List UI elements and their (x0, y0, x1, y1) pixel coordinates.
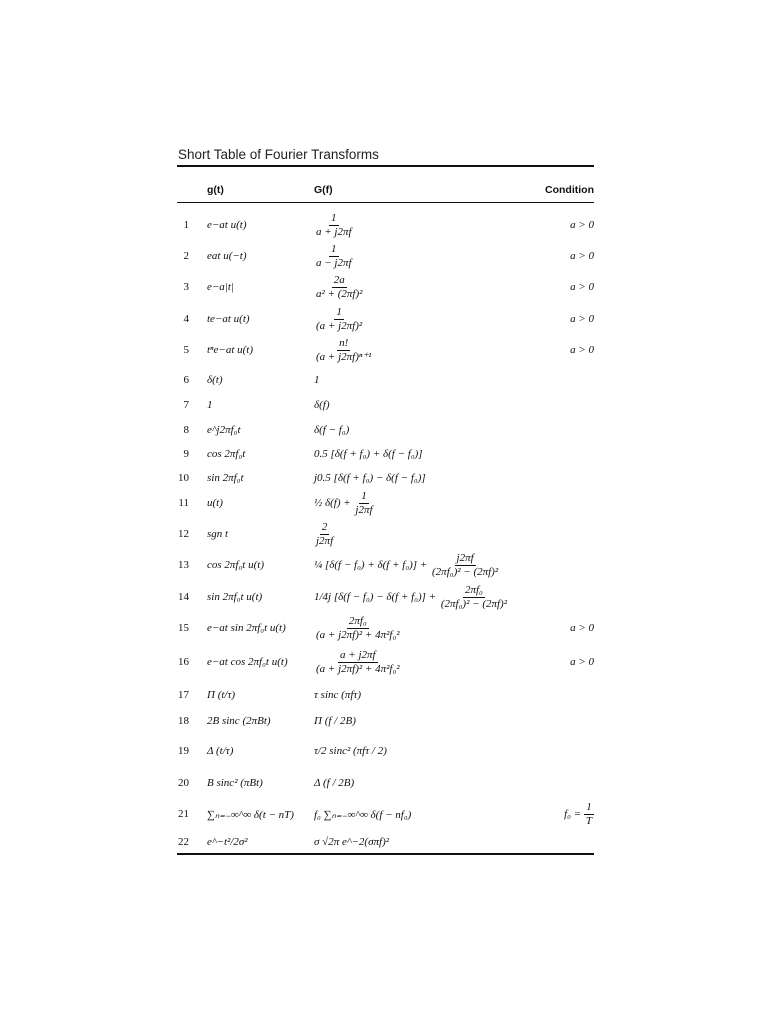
condition-fraction (584, 801, 594, 828)
time-function: te−at u(t) (207, 313, 250, 325)
row-number: 1 (183, 219, 189, 231)
transform-fraction (314, 521, 335, 548)
row-number: 21 (178, 808, 189, 820)
row-number: 20 (178, 777, 189, 789)
row-number: 2 (183, 250, 189, 262)
row-number: 19 (178, 745, 189, 757)
transform-expression (314, 243, 354, 270)
transform-prefix: ½ δ(f) + (314, 497, 354, 510)
transform-denominator: (a + j2πf)² + 4π²f₀² (316, 663, 400, 675)
transform-expression (314, 521, 335, 548)
condition: a > 0 (570, 656, 594, 668)
condition-denominator: T (585, 815, 592, 827)
transform-denominator: j2πf (316, 535, 334, 547)
row-number: 15 (178, 622, 189, 634)
transform-expression: f₀ ∑ₙ₌₋∞^∞ δ(f − nf₀) (314, 809, 412, 821)
time-function: e−at u(t) (207, 219, 247, 231)
transform-numerator: 2 (321, 521, 328, 533)
transform-fraction (314, 649, 402, 676)
transform-numerator: 1 (336, 306, 342, 318)
condition: a > 0 (570, 622, 594, 634)
header-G: G(f) (314, 184, 333, 196)
transform-fraction (314, 337, 373, 364)
transform-numerator: 1 (331, 212, 337, 224)
condition: a > 0 (570, 344, 594, 356)
row-number: 11 (178, 497, 189, 509)
top-rule (177, 165, 594, 167)
row-number: 8 (183, 424, 189, 436)
table-title: Short Table of Fourier Transforms (178, 147, 379, 162)
time-function: e^−t²/2σ² (207, 836, 248, 848)
transform-expression: τ/2 sinc² (πfτ / 2) (314, 745, 387, 757)
transform-denominator: j2πf (355, 504, 373, 516)
transform-expression: Δ (f / 2B) (314, 777, 355, 789)
transform-denominator: a − j2πf (316, 257, 352, 269)
condition-numerator: 1 (586, 801, 592, 813)
time-function: e^j2πf₀t (207, 424, 241, 436)
transform-expression (314, 212, 354, 239)
transform-expression (314, 615, 402, 642)
condition-prefix: f₀ = (564, 808, 584, 821)
time-function: Π (t/τ) (207, 689, 236, 701)
row-number: 12 (178, 528, 189, 540)
transform-denominator: (2πf₀)² − (2πf)² (432, 566, 499, 578)
transform-expression (314, 552, 500, 579)
transform-denominator: a + j2πf (316, 226, 352, 238)
row-number: 10 (178, 472, 189, 484)
row-number: 6 (183, 374, 189, 386)
transform-fraction (353, 490, 374, 517)
condition (564, 801, 594, 828)
transform-numerator: 1 (331, 243, 337, 255)
time-function: e−at sin 2πf₀t u(t) (207, 622, 286, 634)
transform-numerator: 2a (333, 274, 345, 286)
header-condition: Condition (545, 184, 594, 196)
row-number: 17 (178, 689, 189, 701)
transform-expression: τ sinc (πfτ) (314, 689, 361, 701)
row-number: 7 (183, 399, 189, 411)
row-number: 13 (178, 559, 189, 571)
condition: a > 0 (570, 250, 594, 262)
transform-denominator: a² + (2πf)² (316, 288, 363, 300)
transform-expression (314, 274, 364, 301)
condition: a > 0 (570, 219, 594, 231)
transform-expression: 0.5 [δ(f + f₀) + δ(f − f₀)] (314, 448, 423, 460)
time-function: e−a|t| (207, 281, 234, 293)
row-number: 18 (178, 715, 189, 727)
row-number: 3 (183, 281, 189, 293)
transform-numerator: 1 (361, 490, 367, 502)
transform-expression: δ(f − f₀) (314, 424, 350, 436)
transform-expression (314, 584, 509, 611)
time-function: sin 2πf₀t (207, 472, 244, 484)
transform-denominator: (a + j2πf)ⁿ⁺¹ (316, 351, 372, 363)
transform-prefix: 1/4j [δ(f − f₀) − δ(f + f₀)] + (314, 591, 439, 604)
time-function: u(t) (207, 497, 223, 509)
transform-prefix: ¼ [δ(f − f₀) + δ(f + f₀)] + (314, 559, 431, 572)
time-function: 2B sinc (2πBt) (207, 715, 271, 727)
transform-fraction (314, 306, 364, 333)
time-function: sgn t (207, 528, 229, 540)
transform-fraction (314, 615, 402, 642)
time-function: Δ (t/τ) (207, 745, 234, 757)
header-rule (177, 202, 594, 203)
transform-expression (314, 490, 375, 517)
condition: a > 0 (570, 281, 594, 293)
time-function: ∑ₙ₌₋∞^∞ δ(t − nT) (207, 809, 294, 821)
transform-fraction (430, 552, 500, 579)
row-number: 9 (183, 448, 189, 460)
bottom-rule (177, 853, 594, 855)
row-number: 14 (178, 591, 189, 603)
transform-denominator: (2πf₀)² − (2πf)² (440, 598, 508, 610)
transform-expression (314, 306, 364, 333)
row-number: 22 (178, 836, 189, 848)
time-function: δ(t) (207, 374, 223, 386)
transform-expression: δ(f) (314, 399, 330, 411)
time-function: e−at cos 2πf₀t u(t) (207, 656, 288, 668)
header-g: g(t) (207, 184, 224, 196)
transform-expression (314, 649, 402, 676)
transform-numerator: 2πf₀ (464, 584, 483, 596)
row-number: 4 (183, 313, 189, 325)
transform-fraction (439, 584, 509, 611)
time-function: B sinc² (πBt) (207, 777, 263, 789)
transform-numerator: 2πf₀ (348, 615, 367, 627)
transform-numerator: j2πf (456, 552, 474, 564)
transform-fraction (314, 212, 354, 239)
time-function: sin 2πf₀t u(t) (207, 591, 263, 603)
transform-fraction (314, 274, 364, 301)
time-function: 1 (207, 399, 213, 411)
transform-denominator: (a + j2πf)² (316, 320, 363, 332)
time-function: cos 2πf₀t u(t) (207, 559, 264, 571)
transform-expression: j0.5 [δ(f + f₀) − δ(f − f₀)] (314, 472, 426, 484)
transform-numerator: n! (339, 337, 349, 349)
transform-fraction (314, 243, 354, 270)
transform-expression: 1 (314, 374, 320, 386)
transform-denominator: (a + j2πf)² + 4π²f₀² (316, 629, 400, 641)
time-function: cos 2πf₀t (207, 448, 246, 460)
time-function: tⁿe−at u(t) (207, 344, 254, 356)
row-number: 16 (178, 656, 189, 668)
row-number: 5 (183, 344, 189, 356)
transform-expression (314, 337, 373, 364)
transform-expression: σ √2π e^−2(σπf)² (314, 836, 390, 848)
condition: a > 0 (570, 313, 594, 325)
time-function: eat u(−t) (207, 250, 247, 262)
transform-expression: Π (f / 2B) (314, 715, 356, 727)
transform-numerator: a + j2πf (340, 649, 376, 661)
